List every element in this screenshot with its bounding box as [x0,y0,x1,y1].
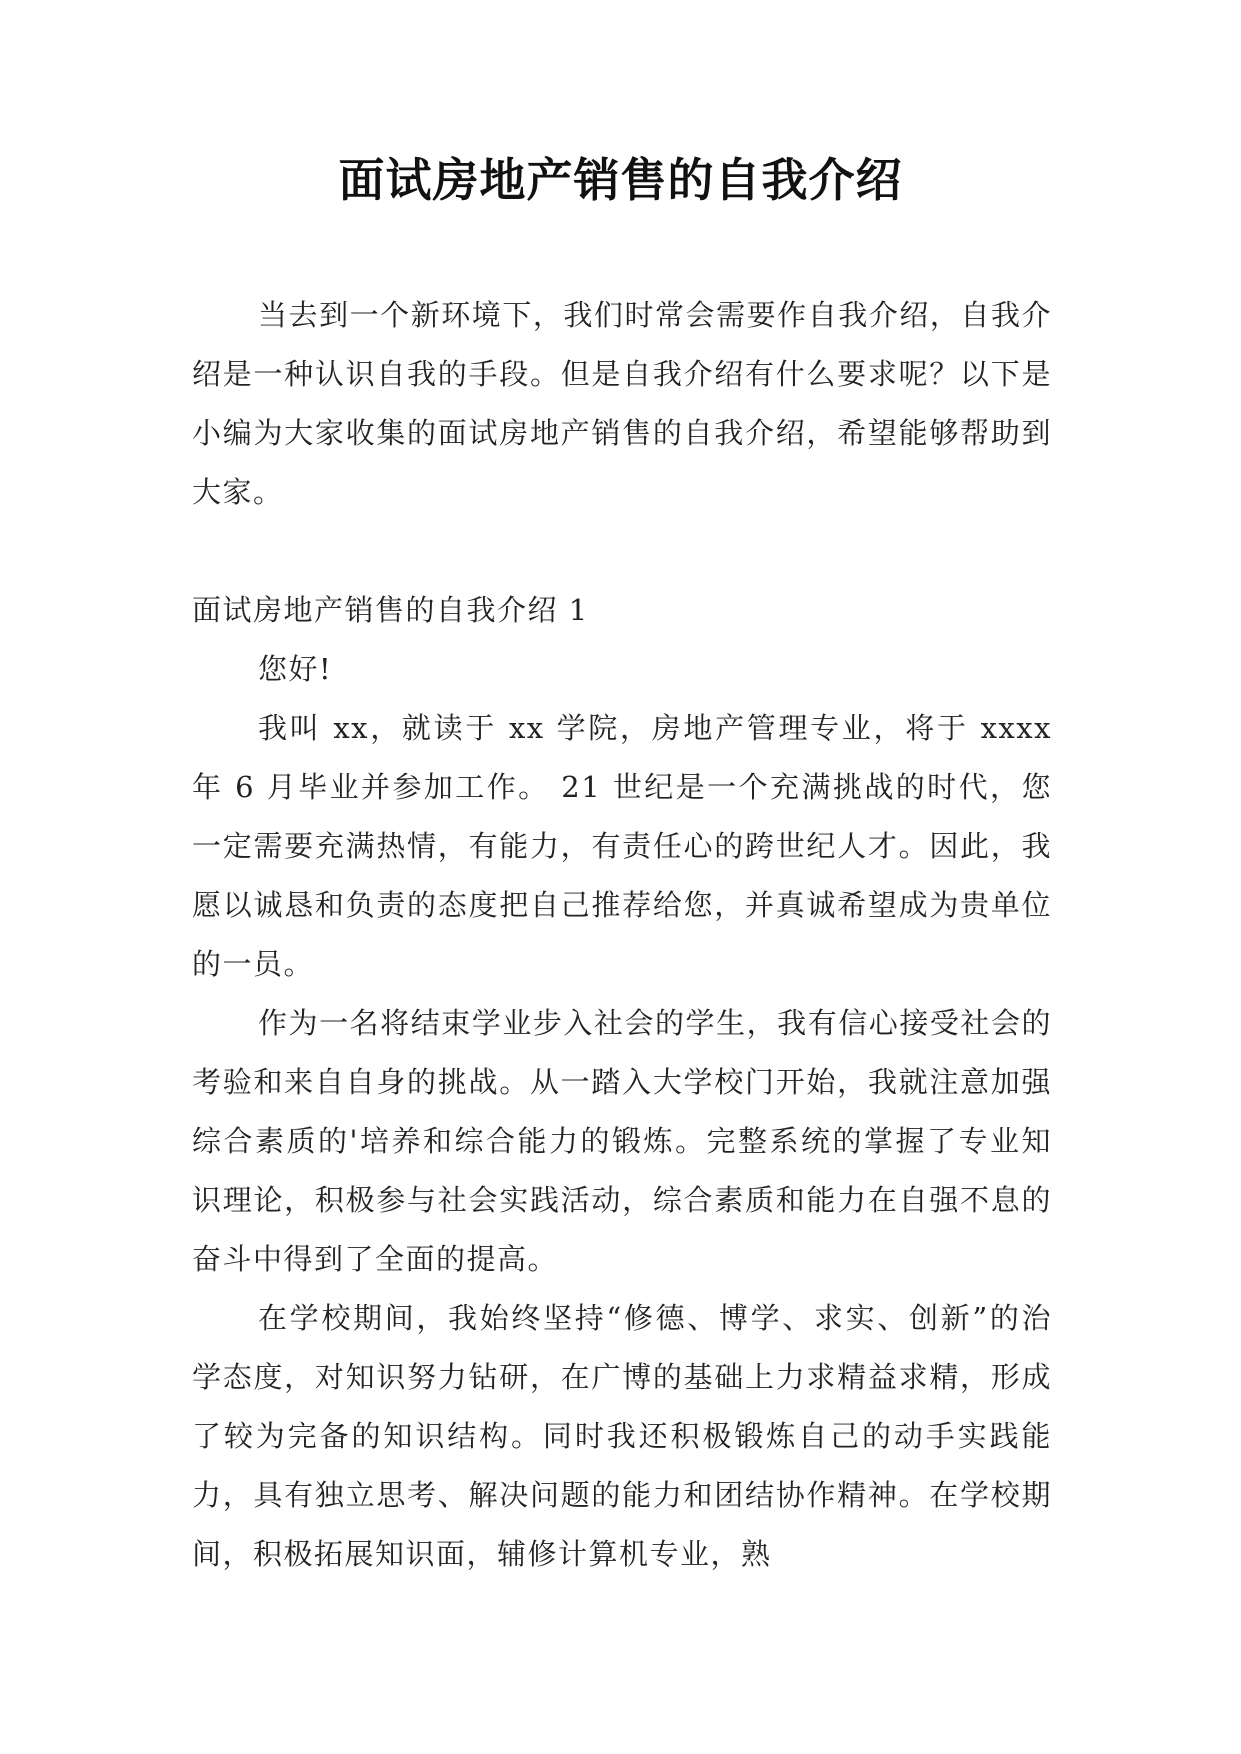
intro-paragraph: 当去到一个新环境下，我们时常会需要作自我介绍，自我介绍是一种认识自我的手段。但是自我介绍有什么要求呢？以下是小编为大家收集的面试房地产销售的自我介绍，希望能够帮助到大家。 [192,298,1052,509]
greeting-line: 您好! [258,652,333,686]
section-spacer [192,522,1052,581]
document-title: 面试房地产销售的自我介绍 [338,153,903,207]
body-paragraph-3: 在学校期间，我始终坚持“修德、博学、求实、创新”的治学态度，对知识努力钻研，在广博的基础上力求精益求精，形成了较为完备的知识结构。同时我还积极锻炼自己的动手实践能力，具有独立思考、解决问题的能力和团结协作精神。在学校期间，积极拓展知识面，辅修计算机专业，熟 [192,1301,1052,1571]
section-heading: 面试房地产销售的自我介绍 1 [192,593,589,627]
document-body [192,286,1052,1584]
body-paragraph-2: 作为一名将结束学业步入社会的学生，我有信心接受社会的考验和来自自身的挑战。从一踏入大学校门开始，我就注意加强综合素质的'培养和综合能力的锻炼。完整系统的掌握了专业知识理论，积极参与社会实践活动，综合素质和能力在自强不息的奋斗中得到了全面的提高。 [192,1006,1052,1276]
body-paragraph-1: 我叫 xx，就读于 xx 学院，房地产管理专业，将于 xxxx 年 6 月毕业并参加工作。 21 世纪是一个充满挑战的时代，您一定需要充满热情，有能力，有责任心的跨世纪人才。因此，我愿以诚恳和负责的态度把自己推荐给您，并真诚希望成为贵单位的一员。 [192,711,1052,981]
